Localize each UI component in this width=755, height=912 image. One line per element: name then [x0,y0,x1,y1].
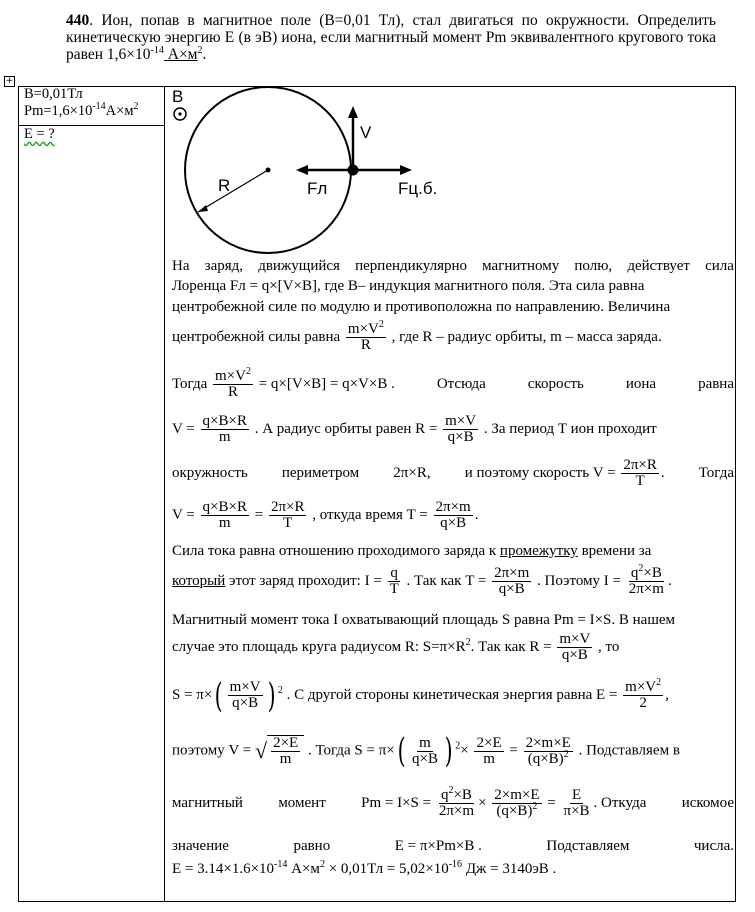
r-label: R [218,176,231,195]
solution-line-3: центробежной силе по модулю и противоположна по направлению. Величина [172,299,671,315]
solution-line-6: V = $\frac{q\times B\times R}{m}$ . А радиус орбиты равен R = $\frac{m\times V}{q\times B}$ . За период T ион проходит [172,413,657,445]
problem-statement: 440. Ион, попав в магнитное поле (В=0,01 Тл), стал двигаться по окружности. Определить кинетическую энергию Е (в эВ) иона, если магнитный момент Pm эквивалентного кругового тока равен $1,6\times 10^{-14}$ $А\times м^2$. [66,12,716,63]
solution-line-1: На заряд, движущийся перпендикулярно магнитному полю, действует сила [172,258,734,274]
solution-line-9: Сила тока равна отношению проходимого заряда к промежутку времени за [172,543,652,559]
problem-number: 440 [66,12,90,29]
solution-line-8: V = $\frac{q\times B\times R}{m}$ = $\frac{2\pi\times R}{T}$ , откуда время T = $\frac{2\pi\times m}{q\times B}$ . [172,499,479,531]
table-move-handle-icon[interactable]: + [5,76,14,86]
table-column-divider [164,86,165,902]
solution-line-14: поэтому V = √ $\frac{2\times E}{m}$ . Тогда S = π×( $\frac{m}{q\times B}$ ) $^2$× $\frac{2\times E}{m}$ = $\frac{2\times m\times E}{(q\times B)^2}$ . Подставляем в [172,731,680,771]
solution-line-13: S = π×( $\frac{m\times V}{q\times B}$ ) $^2$ . С другой стороны кинетическая энергия равна E = $\frac{m\times V^2}{2}$ , [172,675,669,716]
solution-line-12: случае это площадь круга радиусом R: $S=\pi\times R^2$. Так как R = $\frac{m\times V}{q\times B}$ , то [172,631,620,663]
v-label: V [360,123,372,142]
fc-label: Fц.б. [398,179,438,198]
radius-line [198,170,268,212]
solution-line-15: магнитный момент Pm = I×S = $\frac{q^2\times B}{2\pi\times m}$ × $\frac{2\times m\times E}{(q\times B)^2}$ = $\frac{E}{\pi\times B}$ . Откуда искомое [172,785,734,819]
find-energy: Е = ? [24,126,55,142]
given-pm: $Pm=1,6\times 10^{-14}А\times м^2$ [24,101,139,119]
given-field-b: В=0,01Тл [24,86,83,102]
solution-line-4: центробежной силы равна $\frac{m\times V^2}{R}$ , где R – радиус орбиты, m – масса заряда. [172,319,662,353]
fl-label: Fл [307,179,328,198]
solution-line-17: $E = 3.14\times 1.6\times 10^{-14}$ $А\times м^2 \times 0,01Тл = 5,02\times 10^{-16}$ Дж = 3140эВ . [172,859,557,877]
motion-diagram [170,86,470,261]
solution-line-11: Магнитный момент тока I охватывающий площадь S равна Pm = I×S. В нашем [172,612,676,628]
b-label: B [172,87,184,106]
solution-line-10: который этот заряд проходит: I = $\frac{q}{T}$ . Так как T = $\frac{2\pi\times m}{q\times B}$ . Поэтому I = $\frac{q^2\times B}{2\pi\times m}$ . [172,563,672,597]
solution-line-5: Тогда $\frac{m\times V^2}{R}$ = q×[V×B] = q×V×B . Отсюда скорость иона равна [172,366,734,400]
solution-line-2: Лоренца Fл = q×[V×B], где B– индукция магнитного поля. Эта сила равна [172,278,645,294]
given-block [18,86,165,120]
solution-line-16: значение равно E = π×Pm×B . Подставляем числа. [172,838,734,854]
solution-line-7: окружность периметром 2π×R, и поэтому скорость V = $\frac{2\pi\times R}{T}$ . Тогда [172,457,734,489]
